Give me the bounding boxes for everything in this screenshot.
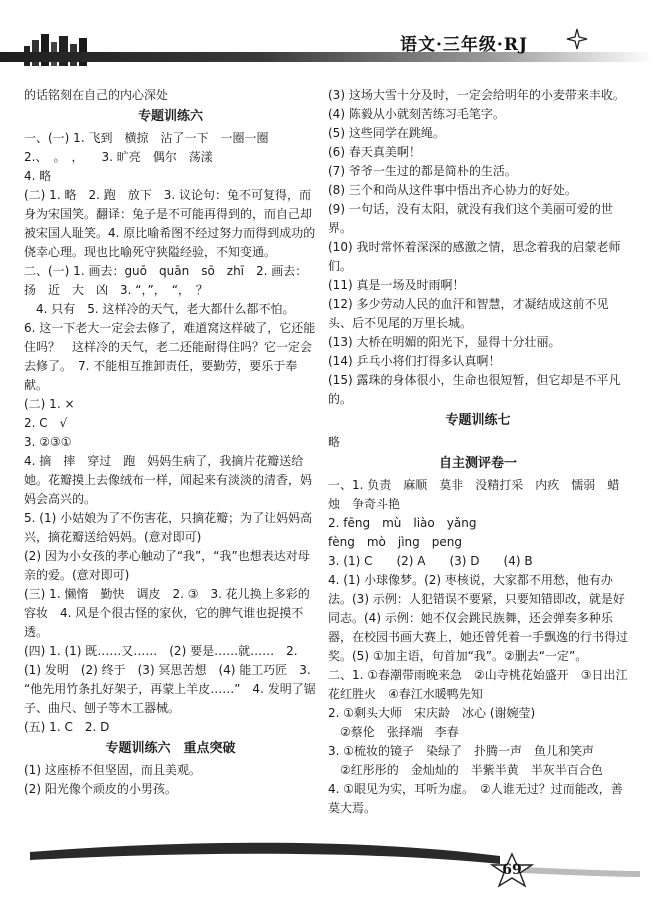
answer-line: 5. (1) 小姑娘为了不伤害花，只摘花瓣；为了让妈妈高兴，摘花瓣送给妈妈。(意对即可) xyxy=(24,511,313,544)
answer-line: 二、(一) 1. 画去：guō quān sō zhī 2. 画去：扬 近 大 凶 3. “，”， “， ？ xyxy=(24,264,308,297)
page-header xyxy=(0,0,654,80)
answer-line: 3. ①梳妆的镜子 染绿了 扑腾一声 鱼儿和笑声 xyxy=(328,744,595,758)
answer-line: 二、1. ①春潮带雨晚来急 ②山寺桃花始盛开 ③日出江花红胜火 ④春江水暖鸭先知 xyxy=(328,668,628,701)
answer-line: (3) 这场大雪十分及时，一定会给明年的小麦带来丰收。 xyxy=(328,88,625,102)
answer-line: 4. ①眼见为实，耳听为虚。 ②人谁无过？过而能改，善莫大焉。 xyxy=(328,782,623,815)
answer-line: (7) 爷爷一生过的都是简朴的生活。 xyxy=(328,164,517,178)
answer-line: 一、(一) 1. 飞到 横掠 沾了一下 一圈一圈 xyxy=(24,131,269,145)
brand-label: 语文·三年级·RJ xyxy=(400,35,529,55)
answer-line: (4) 陈毅从小就刻苦练习毛笔字。 xyxy=(328,107,505,121)
header-band xyxy=(0,52,654,62)
section-heading: 专题训练七 xyxy=(445,413,511,428)
answer-line: (9) 一句话，没有太阳，就没有我们这个美丽可爱的世界。 xyxy=(328,202,613,235)
page-footer xyxy=(0,830,654,911)
section-heading: 专题训练六 xyxy=(137,109,203,124)
answer-line: fèng mò jìng peng xyxy=(328,535,462,549)
answer-line: 2. fēng mù liào yǎng xyxy=(328,516,477,530)
page-number: 69 xyxy=(502,862,522,878)
answer-line: 4. 摘 摔 穿过 跑 妈妈生病了，我摘片花瓣送给她。花瓣摸上去像绒布一样，闻起来有淡淡的清香，妈妈会高兴的。 xyxy=(24,454,313,506)
answer-line: 4. 只有 5. 这样冷的天气，老大都什么都不怕。 xyxy=(24,302,295,316)
answer-line: (四) 1. (1) 既……又…… (2) 要是……就…… 2. (1) 发明 (2) 终于 (3) 冥思苦想 (4) 能工巧匠 3. “他先用竹条扎好架子，再蒙上羊皮……” 4. 发明了锯子、曲尺、刨子等木工器械。 xyxy=(24,644,316,715)
answer-line: 的话铭刻在自己的内心深处 xyxy=(24,88,169,102)
answer-line: (三) 1. 懒惰 勤快 调皮 2. ③ 3. 花儿换上多彩的容妆 4. 风是个很古怪的家伙，它的脾气谁也捉摸不透。 xyxy=(24,587,310,639)
answer-line: (二) 1. × xyxy=(24,397,75,411)
answer-line: 一、1. 负责 麻顺 莫非 没精打采 内疚 懦弱 蜡烛 争奇斗艳 xyxy=(328,478,620,511)
answer-line: 2.、 。 ， 3. 旷亮 偶尔 荡漾 xyxy=(24,150,213,164)
answer-line: (12) 多少劳动人民的血汗和智慧，才凝结成这前不见头、后不见尾的万里长城。 xyxy=(328,297,609,330)
answer-line: 略 xyxy=(328,435,341,449)
answer-line: (11) 真是一场及时雨啊！ xyxy=(328,278,465,292)
answer-line: (14) 乒乓小将们打得多认真啊！ xyxy=(328,354,501,368)
footer-swoosh xyxy=(0,830,654,911)
answer-line: ②蔡伦 张择端 李春 xyxy=(328,725,459,739)
answer-line: 4. (1) 小球像梦。(2) 枣核说，大家都不用愁，他有办法。(3) 示例：人犯错误不要紧，只要知错即改，就是好同志。(4) 示例：她不仅会跳民族舞，还会弹奏多种乐器，在校园书画大赛上，她还曾凭着一手飘逸的行书得过奖。(5) ①加主语，句首加“我”。②删去“一定”。 xyxy=(328,573,629,663)
answer-line: (五) 1. C 2. D xyxy=(24,720,110,734)
answer-line: (13) 大桥在明媚的阳光下，显得十分壮丽。 xyxy=(328,335,561,349)
answer-line: 2. C √ xyxy=(24,416,68,430)
star-ornament-icon xyxy=(566,28,588,50)
answer-line: ②红彤彤的 金灿灿的 半紫半黄 半灰半百合色 xyxy=(328,763,603,777)
answer-line: 4. 略 xyxy=(24,169,52,183)
answer-line: 2. ①剩头大师 宋庆龄 冰心 (谢婉莹) xyxy=(328,706,536,720)
answer-line: 6. 这一下老大一定会去修了，难道窝这样破了，它还能住吗？ 这样冷的天气，老二还能耐得住吗？它一定会去修了。 7. 不能相互推卸责任，要勤劳，要乐于奉献。 xyxy=(24,321,316,392)
answer-line: (8) 三个和尚从这件事中悟出齐心协力的好处。 xyxy=(328,183,577,197)
answer-line: (10) 我时常怀着深深的感激之情，思念着我的启蒙老师们。 xyxy=(328,240,621,273)
left-column xyxy=(24,86,317,799)
right-column xyxy=(328,86,628,818)
section-heading: 自主测评卷一 xyxy=(438,456,517,471)
answer-line: (2) 阳光像个顽皮的小男孩。 xyxy=(24,782,177,796)
answer-line: (15) 露珠的身体很小，生命也很短暂，但它却是不平凡的。 xyxy=(328,373,621,406)
answer-line: (1) 这座桥不但坚固，而且美观。 xyxy=(24,763,201,777)
answer-line: (2) 因为小女孩的孝心触动了“我”，“我”也想表达对母亲的爱。(意对即可) xyxy=(24,549,310,582)
answer-line: (6) 春天真美啊！ xyxy=(328,145,421,159)
answer-line: (5) 这些同学在跳绳。 xyxy=(328,126,445,140)
answer-line: (二) 1. 略 2. 跑 放下 3. 议论句：兔不可复得，而身为宋国笑。翻译：兔子是不可能再得到的，而自己却被宋国人耻笑。4. 原比喻希图不经过努力而得到成功的侥幸心理。现也比喻死守狭隘经验，不知变通。 xyxy=(24,188,316,259)
section-heading: 专题训练六 重点突破 xyxy=(105,741,236,756)
answer-line: 3. (1) C (2) A (3) D (4) B xyxy=(328,554,533,568)
answer-line: 3. ②③① xyxy=(24,435,72,449)
